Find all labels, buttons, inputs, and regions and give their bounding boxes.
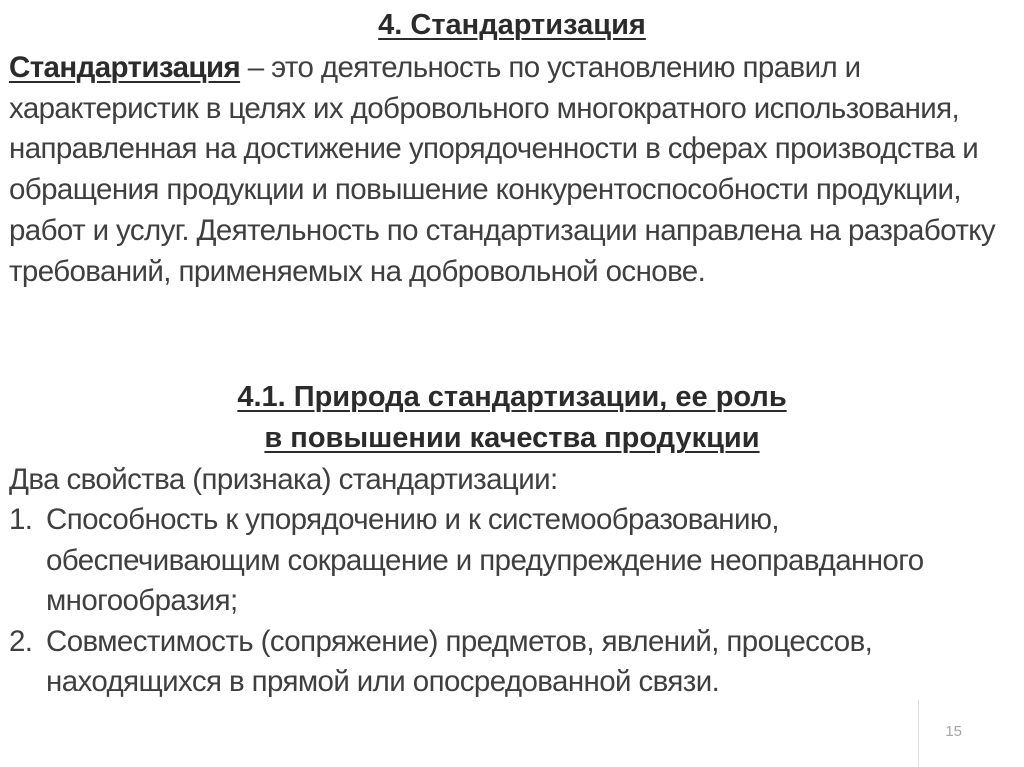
properties-list xyxy=(9,500,1017,703)
slide-title: 4. Стандартизация xyxy=(378,9,646,41)
definition-term: Стандартизация xyxy=(9,51,241,84)
list-item xyxy=(9,500,1017,622)
list-item-number: 1. xyxy=(9,503,33,536)
properties-intro: Два свойства (признака) стандартизации: xyxy=(9,463,558,496)
section-subtitle-line1: 4.1. Природа стандартизации, ее роль xyxy=(237,381,787,413)
page-number: 15 xyxy=(945,723,962,740)
list-item-text: Совместимость (сопряжение) предметов, явлений, процессов, находящихся в прямой или опосредованной связи. xyxy=(46,624,873,698)
list-item-number: 2. xyxy=(9,624,33,658)
definition-text: – это деятельность по установлению правил и характеристик в целях их добровольного многократного использования, направленная на достижение упорядоченности в сферах производства и обращения продукции и повышение конкурентоспособности продукции, работ и услуг. Деятельность по стандартизации направлена на разработку требований, применяемых на добровольной основе. xyxy=(9,51,996,288)
page-number-divider xyxy=(918,700,919,767)
definition-paragraph xyxy=(9,48,1015,292)
list-item xyxy=(9,622,1017,703)
section-subtitle-line2: в повышении качества продукции xyxy=(264,422,760,454)
list-item-text: Способность к упорядочению и к системообразованию, обеспечивающим сокращение и предупреждение неоправданного многообразия; xyxy=(46,503,924,617)
